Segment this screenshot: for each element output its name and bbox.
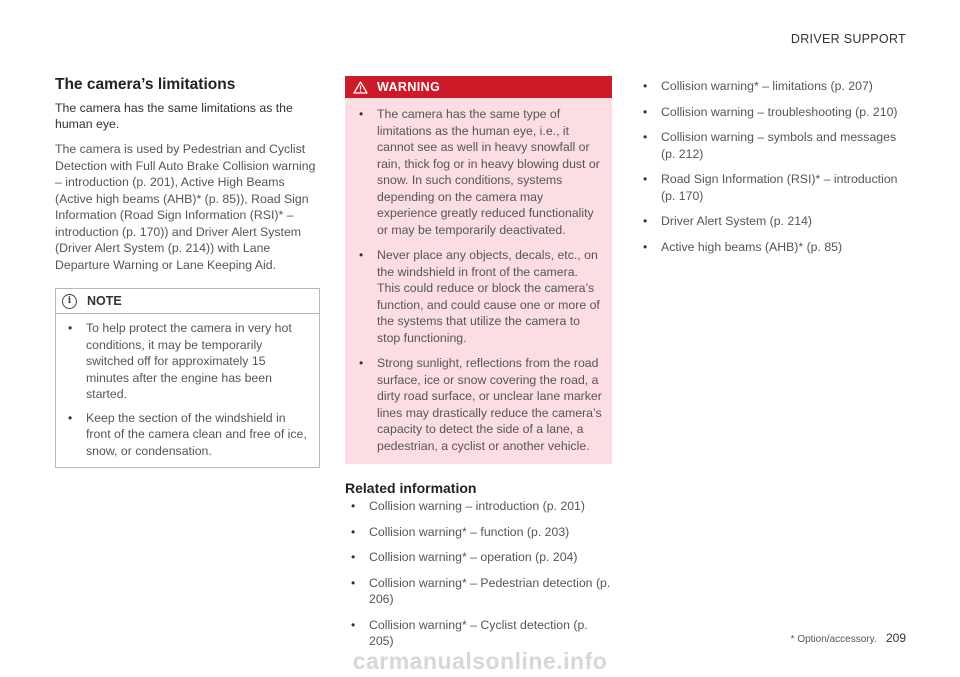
related-list bbox=[345, 498, 612, 650]
list-item: • Never place any objects, decals, etc., on the windshield in front of the camera. This could reduce or block the camera’s function, and could cause one or more of the systems that utilize the camera to stop functioning. bbox=[359, 248, 600, 345]
bullet-icon: • bbox=[351, 550, 356, 564]
related-link[interactable]: • Road Sign Information (RSI)* – introduction (p. 170) bbox=[643, 172, 898, 203]
bullet-icon: • bbox=[351, 617, 356, 632]
warning-list bbox=[345, 98, 612, 454]
bullet-icon: • bbox=[68, 321, 73, 335]
list-item: • Keep the section of the windshield in front of the camera clean and free of ice, snow, or condensation. bbox=[68, 410, 307, 458]
related-link[interactable]: • Collision warning* – Cyclist detection (p. 205) bbox=[351, 617, 588, 648]
bullet-icon: • bbox=[68, 410, 73, 425]
related-heading: Related information bbox=[345, 480, 477, 496]
footnote: * Option/accessory. bbox=[790, 634, 877, 645]
related-link[interactable]: • Collision warning – symbols and messages (p. 212) bbox=[643, 130, 897, 161]
related-link[interactable]: • Active high beams (AHB)* (p. 85) bbox=[643, 239, 843, 254]
bullet-icon: • bbox=[351, 499, 356, 513]
bullet-icon: • bbox=[643, 239, 648, 254]
info-icon: i bbox=[62, 294, 77, 309]
related-link[interactable]: • Collision warning* – limitations (p. 207) bbox=[643, 79, 873, 93]
note-list bbox=[56, 314, 319, 459]
list-item: • Strong sunlight, reflections from the road surface, ice or snow covering the road, a dirty road surface, or unclear lane marker lines may drastically reduce the camera’s capacity to detect the side of a lane, a pedestrian, a cyclist or another vehicle. bbox=[359, 356, 602, 453]
note-header bbox=[56, 289, 319, 314]
warning-triangle-icon bbox=[353, 81, 368, 94]
bullet-icon: • bbox=[643, 214, 648, 228]
related-list-continued bbox=[637, 78, 907, 255]
warning-box bbox=[345, 76, 612, 464]
body-paragraph: The camera is used by Pedestrian and Cyclist Detection with Full Auto Brake Collision warning – introduction (p. 201), Active High Beams (Active high beams (AHB)* (p. 85)), Road Sign Information (Road Sign Information (RSI)* – introduction (p. 170)) and Driver Alert System (Driver Alert System (p. 214)) with Lane Departure Warning or Lane Keeping Aid. bbox=[55, 142, 316, 272]
section-header: DRIVER SUPPORT bbox=[790, 32, 906, 46]
bullet-icon: • bbox=[643, 79, 648, 93]
bullet-icon: • bbox=[359, 107, 364, 121]
related-link[interactable]: • Collision warning* – function (p. 203) bbox=[351, 524, 570, 539]
column-left bbox=[55, 76, 320, 468]
bullet-icon: • bbox=[359, 356, 364, 370]
bullet-icon: • bbox=[351, 524, 356, 539]
watermark: carmanualsonline.info bbox=[352, 648, 608, 674]
list-item: • To help protect the camera in very hot conditions, it may be temporarily switched off for approximately 15 minutes after the engine has been started. bbox=[68, 321, 292, 401]
bullet-icon: • bbox=[359, 248, 364, 262]
list-item: • The camera has the same type of limitations as the human eye, i.e., it cannot see as well in heavy snowfall or rain, thick fog or in heavy blowing dust or snow. In such conditions, systems depending on the camera may experience greatly reduced functionality or may be temporarily deactivated. bbox=[359, 107, 600, 237]
note-box bbox=[55, 288, 320, 468]
note-heading: NOTE bbox=[87, 294, 122, 308]
warning-heading: WARNING bbox=[377, 80, 441, 94]
warning-header bbox=[345, 76, 612, 98]
page-title: The camera’s limitations bbox=[55, 76, 236, 93]
lead-paragraph: The camera has the same limitations as the human eye. bbox=[55, 101, 293, 131]
related-link[interactable]: • Collision warning – introduction (p. 201) bbox=[351, 499, 585, 513]
related-link[interactable]: • Collision warning – troubleshooting (p. 210) bbox=[643, 104, 898, 119]
bullet-icon: • bbox=[643, 104, 648, 119]
related-link[interactable]: • Collision warning* – Pedestrian detection (p. 206) bbox=[351, 575, 611, 606]
page-footer bbox=[791, 631, 906, 645]
related-link[interactable]: • Collision warning* – operation (p. 204) bbox=[351, 550, 578, 564]
column-right bbox=[637, 78, 907, 264]
bullet-icon: • bbox=[351, 575, 356, 590]
bullet-icon: • bbox=[643, 172, 648, 186]
column-middle bbox=[345, 76, 612, 659]
related-link[interactable]: • Driver Alert System (p. 214) bbox=[643, 214, 813, 228]
bullet-icon: • bbox=[643, 130, 648, 144]
page-number: 209 bbox=[885, 631, 906, 645]
